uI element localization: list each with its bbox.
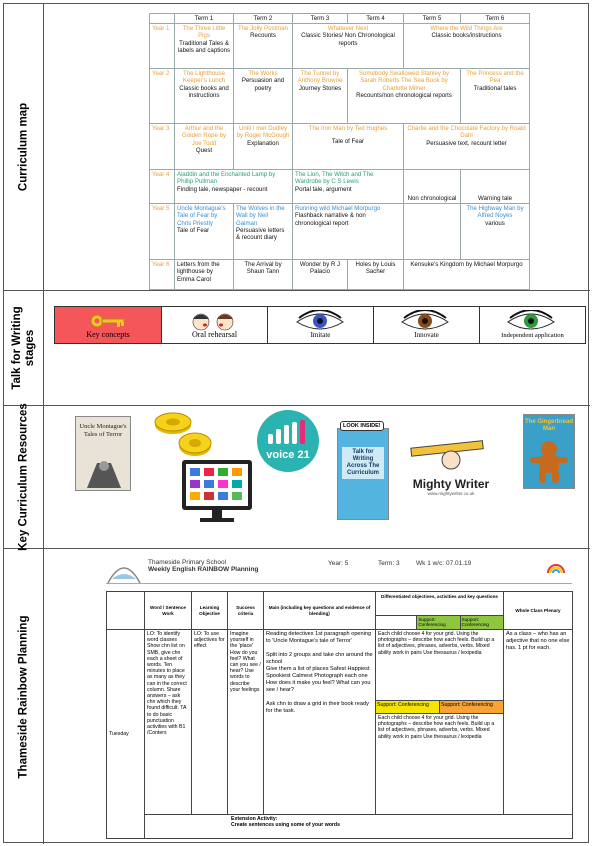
cell: Warning tale <box>461 170 530 204</box>
blue-eye-icon <box>295 310 345 332</box>
genre: Journey Stories <box>298 84 342 92</box>
table-row <box>150 204 530 260</box>
diff-header: Differentiated objectives, activities and key questions <box>381 593 498 599</box>
book-title: Somebody Swallowed Stanley by Sarah Roberts The Sea Book by Charlotte Milner <box>358 70 450 92</box>
year-label: Year 6 <box>150 260 175 290</box>
cell <box>404 24 530 69</box>
spooky-figure-icon <box>77 458 131 488</box>
genre: Persuasive letters & recount diary <box>236 226 285 242</box>
table-row <box>107 815 573 839</box>
book-title: The Highway Man by Alfred Noyes <box>466 205 524 220</box>
book-title: Arthur and the Golden Rope by Joe Todd <box>181 125 227 147</box>
book-title: Where the Wild Things Are <box>430 25 503 33</box>
day-cell: Tuesday <box>107 630 145 839</box>
header-cell: Term 1 <box>175 14 234 24</box>
cell <box>293 124 404 170</box>
cell <box>234 24 293 69</box>
diff-text: Each child choose 4 for your grid. Using the photographs – describe how each feels. Build up a list of adjectives, phrases, adverbs, verbs. Mixed ability work in pairs Use thesaurus / lexipedia <box>378 631 495 656</box>
rainbow-planning-content <box>45 549 590 844</box>
success-cell: Imagine yourself in the 'place' How do you feel? What can you see / hear? Use words to describe your feelings <box>228 630 264 815</box>
genre: Explanation <box>247 139 279 147</box>
gingerbread-icon <box>524 437 574 487</box>
book-cover-title: Uncle Montague's Tales of Terror <box>79 423 127 438</box>
tfw-stages-strip <box>54 306 586 344</box>
header-cell <box>150 14 175 24</box>
cell: Letters from the lighthouse by Emma Carol <box>175 260 234 290</box>
voice21-text: voice 21 <box>266 449 310 461</box>
genre: Classic books/instructions <box>431 32 502 40</box>
cell <box>461 204 530 260</box>
cell <box>461 69 530 124</box>
book-title: The Lion, The Witch and The Wardrobe by C S Lewis <box>295 171 374 186</box>
header-cell: Term 5 <box>404 14 461 24</box>
support-label: Support: Conferencing <box>416 616 459 629</box>
mighty-writer-title: Mighty Writer <box>412 477 490 491</box>
support-row <box>376 615 503 629</box>
cell <box>404 124 530 170</box>
monitor-icon <box>180 458 254 524</box>
green-eye-icon <box>506 310 556 332</box>
pencil-figure-icon <box>405 432 497 472</box>
stage-independent <box>480 307 585 343</box>
header-cell: Term 6 <box>461 14 530 24</box>
rainbow-planning-heading: Thameside Rainbow Planning <box>17 615 29 778</box>
genre: Finding tale, newspaper - recount <box>177 185 268 193</box>
genre: Traditional tales <box>473 84 517 92</box>
cell: Kensuke's Kingdom by Michael Morpurgo <box>404 260 530 290</box>
look-inside-badge: LOOK INSIDE! <box>340 421 384 431</box>
curriculum-map-content <box>45 4 590 290</box>
genre: Persuasive text, recount letter <box>426 139 507 147</box>
cell <box>234 124 293 170</box>
resources-side <box>4 403 44 551</box>
voice21-logo <box>257 410 319 472</box>
header-cell: Term 2 <box>234 14 293 24</box>
rainbow-planning-side <box>4 549 44 844</box>
resources-content <box>45 406 590 548</box>
book-title: Charlie and the Chocolate Factory by Roald Dahl <box>407 125 526 140</box>
year-label: Year 3 <box>150 124 175 170</box>
word-cell: LO: To identify word classes Show chn list on SMB, give chn each a sheet of words. Ten minutes to place as many as they can in the correct column. Share answers – ask chn which they found difficult. TA to do basic punctuation activities with B1 /Conters <box>145 630 192 815</box>
cell <box>348 69 461 124</box>
cell: Non chronological <box>404 170 461 204</box>
divider <box>106 583 572 584</box>
genre: Quest <box>195 146 213 154</box>
genre: Portal tale, argument <box>295 185 352 193</box>
rainbow-icon <box>546 561 566 573</box>
plan-header <box>148 559 258 573</box>
genre: Classic Stories/ Non Chronological reports <box>301 32 395 47</box>
genre: Classic books and instructions <box>179 84 229 99</box>
book-title: Uncle Montague's Tale of Fear by Chris Priestly <box>177 205 226 227</box>
curriculum-map-heading: Curriculum map <box>17 102 29 192</box>
table-header-row <box>107 592 573 630</box>
header-cell <box>107 592 145 630</box>
plan-week: Wk 1 w/c: 07.01.19 <box>416 560 472 567</box>
main-cell <box>264 630 376 815</box>
counters-icon <box>149 411 219 461</box>
stage-key-concepts <box>55 307 162 343</box>
genre: Traditional Tales & labels and captions <box>177 39 231 54</box>
book-title: The Three Little Pigs <box>182 25 226 40</box>
cell <box>175 124 234 170</box>
genre: Persuasion and poetry <box>241 77 285 92</box>
stage-label: Oral rehearsal <box>191 330 238 339</box>
brown-eye-icon <box>400 310 450 332</box>
cell <box>293 69 348 124</box>
book-cover-title: The Gingerbread Man <box>524 419 573 432</box>
book-title: The Iron Man by Ted Hughes <box>308 125 388 133</box>
table-row <box>150 260 530 290</box>
table-row <box>150 24 530 69</box>
main-para: Reading detectives 1st paragraph opening to 'Uncle Montague's tale of Terror' <box>266 631 372 644</box>
cell: Holes by Louis Sacher <box>348 260 404 290</box>
genre: Flashback narrative & non chronological report <box>295 212 366 227</box>
genre: Tale of Fear <box>177 226 210 234</box>
genre: Recounts/non chronological reports <box>356 91 452 99</box>
plan-year: Year: 5 <box>328 560 349 567</box>
tales-of-terror-book <box>75 416 131 491</box>
stage-imitate <box>268 307 374 343</box>
book-title: The Wolves in the Wall by Neil Gaiman <box>236 205 285 227</box>
rainbow-planning-section <box>4 549 590 844</box>
mighty-writer-url: www.mightywriter.co.uk <box>427 491 475 496</box>
support-label: Support: Conferencing <box>439 701 503 713</box>
plan-term: Term: 3 <box>378 560 400 567</box>
stage-innovate <box>374 307 480 343</box>
main-para: Split into 2 groups and take chn around the school <box>266 652 373 665</box>
genre: various <box>485 219 505 227</box>
table-row <box>107 630 573 815</box>
curriculum-map-table <box>149 13 530 290</box>
book-title: The Princess and the Pea <box>466 70 524 85</box>
stage-label: Key concepts <box>86 330 130 339</box>
cell <box>175 170 293 204</box>
school-logo <box>106 559 142 585</box>
cell <box>175 204 234 260</box>
main-para: Ask chn to draw a grid in their book ready for the task. <box>266 701 369 714</box>
year-label: Year 1 <box>150 24 175 69</box>
talk-for-writing-book <box>337 423 389 520</box>
header-cell: Main (including key questions and evidence of blending) <box>264 592 376 630</box>
cell: Wonder by R J Palacio <box>293 260 348 290</box>
plenary-cell: As a class – who has an adjective that no one else has. 1 pt for each. <box>504 630 573 815</box>
page-frame <box>3 3 589 843</box>
plan-title: Weekly English RAINBOW Planning <box>148 566 259 573</box>
extension-title: Extension Activity: <box>231 816 278 822</box>
book-title: Running wild Michael Morpurgo <box>295 205 381 213</box>
year-label: Year 2 <box>150 69 175 124</box>
support-label: Support: Conferencing <box>376 701 439 713</box>
cell <box>293 204 404 260</box>
curriculum-map-section <box>4 4 590 291</box>
talk-for-writing-content <box>45 291 590 405</box>
extension-text: Create sentences using some of your words <box>231 822 340 829</box>
cell <box>293 170 404 204</box>
book-title: Whatever Next <box>327 25 369 33</box>
table-header-row <box>150 14 530 24</box>
stage-oral-rehearsal <box>162 307 268 343</box>
book-title: The Works <box>248 70 278 78</box>
resources-section <box>4 403 590 551</box>
table-row <box>150 170 530 204</box>
header-cell: Whole Class Plenary <box>504 592 573 630</box>
stage-label: Imitate <box>310 331 331 339</box>
spacer <box>376 616 416 629</box>
header-cell: Term 3 <box>293 14 348 24</box>
genre: Tale of Fear <box>331 138 365 146</box>
book-title: Until I met Dudley by Roger McGough <box>236 125 290 140</box>
school-name: Thameside Primary School <box>148 559 227 566</box>
table-row <box>150 124 530 170</box>
cell <box>404 204 461 260</box>
main-para: Give them a list of places Safest Happiest Spookiest Calmest Photograph each one How does it make you feel? What can you see / hear? <box>266 666 371 693</box>
support-label: Support: Conferencing <box>460 616 503 629</box>
cell <box>175 69 234 124</box>
stage-label: Independent application <box>501 332 564 339</box>
extension-cell <box>145 815 573 839</box>
genre: Recounts <box>250 32 276 40</box>
book-title: The Jolly Postman <box>237 25 289 33</box>
header-cell: Learning Objective <box>192 592 228 630</box>
cell: The Arrival by Shaun Tann <box>234 260 293 290</box>
support-row <box>376 700 503 714</box>
book-title: The Lighthouse Keeper's Lunch <box>182 70 226 85</box>
cell <box>234 204 293 260</box>
header-cell: Success criteria <box>228 592 264 630</box>
resources-heading: Key Curriculum Resources <box>17 403 29 551</box>
planning-table <box>106 591 573 839</box>
year-label: Year 4 <box>150 170 175 204</box>
talk-for-writing-heading: Talk for Writing stages <box>10 306 36 390</box>
book-title: The Tunnel by Anthony Browne <box>297 70 343 85</box>
objective-cell: LO: To use adjectives for effect <box>192 630 228 815</box>
year-label: Year 5 <box>150 204 175 260</box>
table-row <box>150 69 530 124</box>
book-cover-title: Talk for Writing Across The Curriculum <box>342 447 384 479</box>
talk-for-writing-section <box>4 291 590 406</box>
stage-label: Innovate <box>414 331 439 339</box>
curriculum-map-side <box>4 4 44 290</box>
cell <box>293 24 404 69</box>
header-cell: Term 4 <box>348 14 404 24</box>
book-title: Aladdin and the Enchanted Lamp by Phillip Pullman <box>177 171 276 186</box>
talk-for-writing-side <box>4 291 44 405</box>
header-cell: Word / Sentence Work <box>145 592 192 630</box>
diff-cell <box>376 630 504 815</box>
cell <box>234 69 293 124</box>
bar-graph-icon <box>268 420 308 444</box>
gingerbread-man-book <box>523 414 575 489</box>
cell <box>175 24 234 69</box>
key-icon <box>89 313 127 329</box>
mighty-writer-logo <box>405 432 497 502</box>
diff-text: Each child choose 4 for your grid. Using the photographs – describe how each feels. Build up a list of adjectives, phrases, adverbs, verbs. Mixed ability work in pairs Use thesaurus / lexipedia <box>378 715 495 740</box>
header-cell <box>376 592 504 630</box>
